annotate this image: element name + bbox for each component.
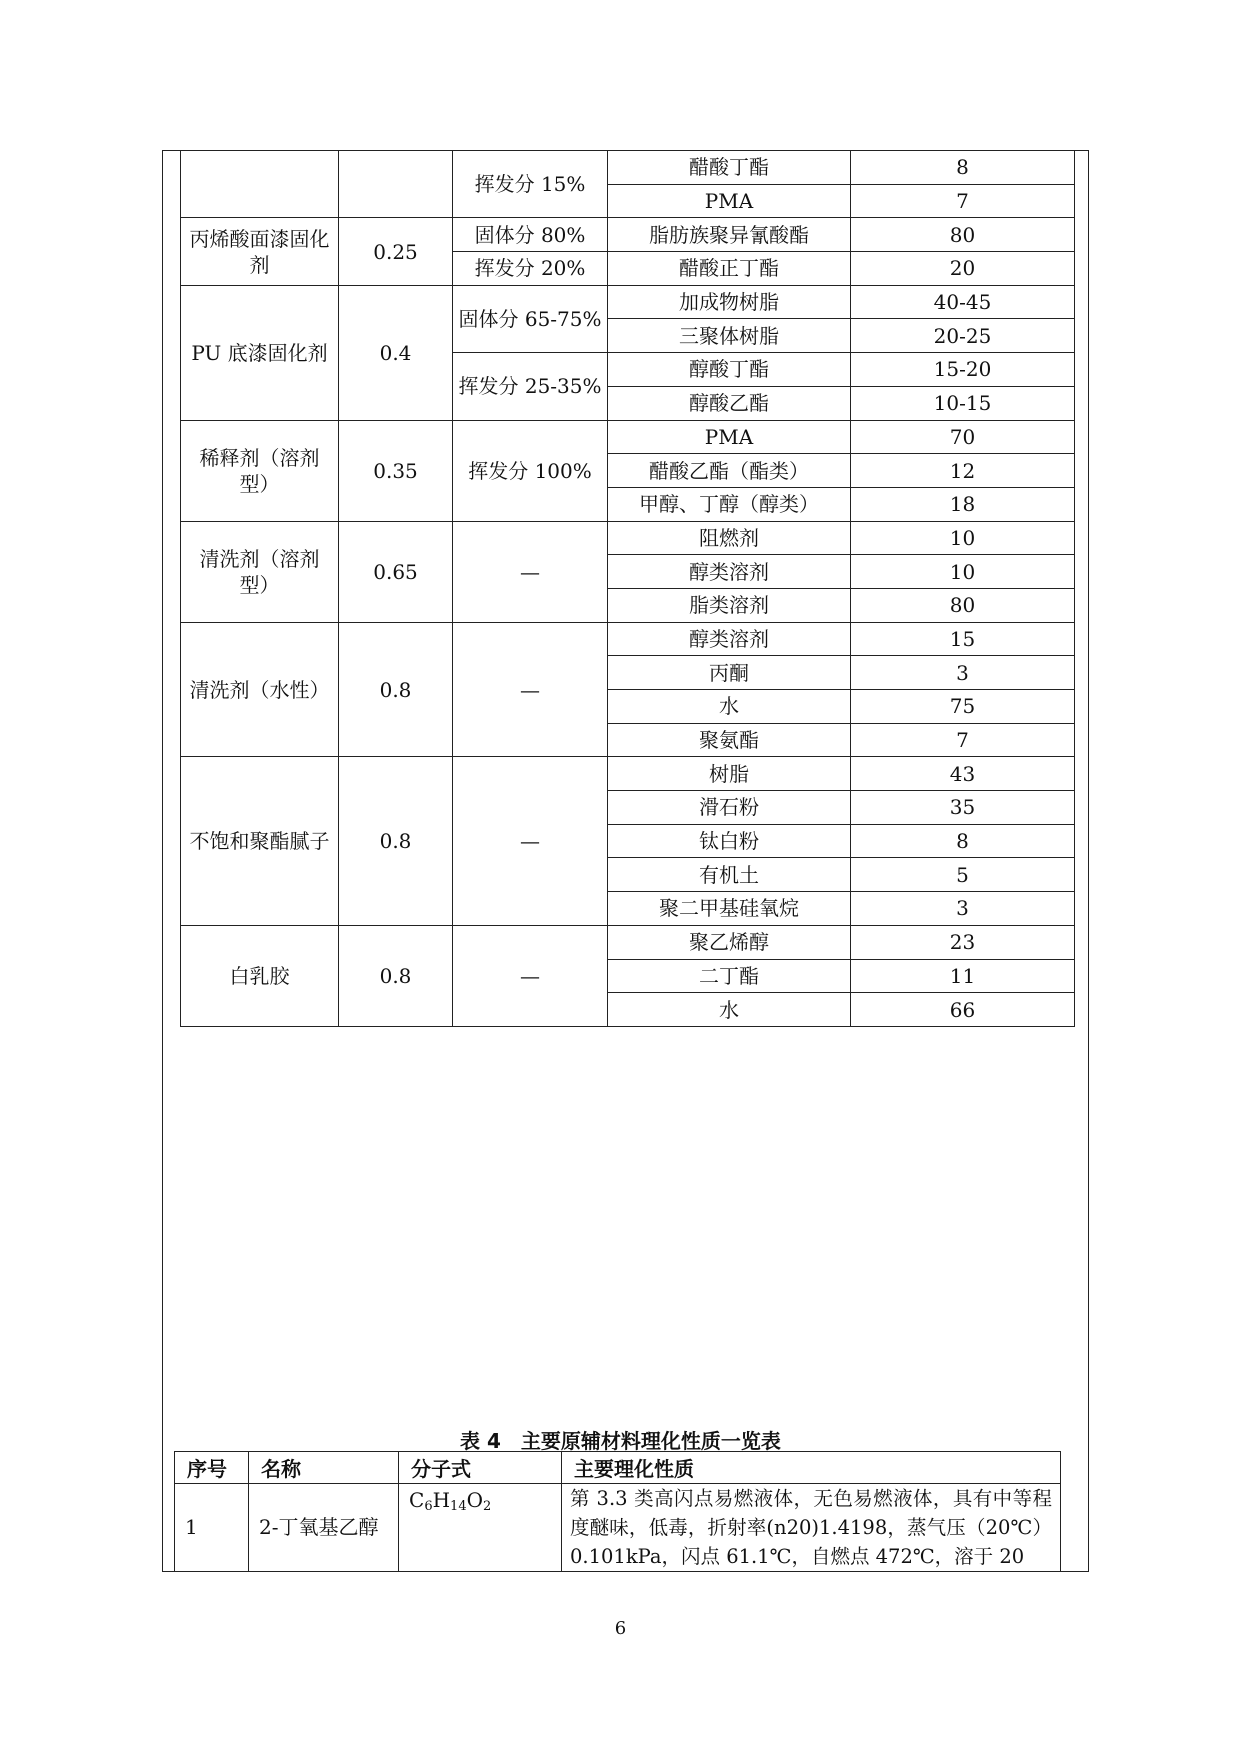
component-name: 加成物树脂 xyxy=(608,285,851,319)
component-name: 丙酮 xyxy=(608,656,851,690)
component-percent: 15 xyxy=(851,622,1075,656)
material-amount: 0.8 xyxy=(339,757,453,925)
component-percent: 40-45 xyxy=(851,285,1075,319)
component-percent: 3 xyxy=(851,656,1075,690)
material-name xyxy=(181,151,339,218)
fraction-label: — xyxy=(453,925,608,1026)
component-percent: 11 xyxy=(851,959,1075,993)
table-row xyxy=(181,285,1075,319)
cell-formula xyxy=(399,1484,562,1572)
fraction-label: 挥发分 25-35% xyxy=(453,353,608,420)
component-name: 醇酸乙酯 xyxy=(608,386,851,420)
formula-c: C xyxy=(409,1488,425,1512)
table-row xyxy=(181,521,1075,555)
material-amount xyxy=(339,151,453,218)
formula-h-count: 14 xyxy=(450,1499,467,1514)
table-row xyxy=(181,925,1075,959)
component-percent: 20 xyxy=(851,252,1075,286)
component-name: 阻燃剂 xyxy=(608,521,851,555)
component-name: 醋酸丁酯 xyxy=(608,151,851,185)
fraction-label: 挥发分 100% xyxy=(453,420,608,521)
component-percent: 80 xyxy=(851,588,1075,622)
table-row xyxy=(181,622,1075,656)
header-formula: 分子式 xyxy=(399,1452,562,1484)
material-amount: 0.8 xyxy=(339,622,453,757)
table-row xyxy=(181,420,1075,454)
header-properties: 主要理化性质 xyxy=(562,1452,1061,1484)
material-name: PU 底漆固化剂 xyxy=(181,285,339,420)
fraction-label: — xyxy=(453,757,608,925)
component-name: PMA xyxy=(608,184,851,218)
component-percent: 66 xyxy=(851,993,1075,1027)
component-percent: 8 xyxy=(851,824,1075,858)
fraction-label: — xyxy=(453,521,608,622)
component-percent: 10 xyxy=(851,521,1075,555)
component-name: 有机土 xyxy=(608,858,851,892)
cell-no: 1 xyxy=(175,1484,249,1572)
component-name: 聚氨酯 xyxy=(608,723,851,757)
material-amount: 0.4 xyxy=(339,285,453,420)
component-percent: 23 xyxy=(851,925,1075,959)
component-name: 滑石粉 xyxy=(608,791,851,825)
table-caption: 表 4 主要原辅材料理化性质一览表 xyxy=(460,1429,781,1453)
component-percent: 18 xyxy=(851,487,1075,521)
component-name: PMA xyxy=(608,420,851,454)
component-percent: 75 xyxy=(851,690,1075,724)
material-amount: 0.8 xyxy=(339,925,453,1026)
component-percent: 43 xyxy=(851,757,1075,791)
table-row xyxy=(181,218,1075,252)
component-name: 三聚体树脂 xyxy=(608,319,851,353)
material-name: 清洗剂（溶剂型） xyxy=(181,521,339,622)
material-name: 不饱和聚酯腻子 xyxy=(181,757,339,925)
page-number: 6 xyxy=(614,1618,627,1639)
header-row xyxy=(175,1452,1061,1484)
component-name: 水 xyxy=(608,993,851,1027)
component-percent: 10 xyxy=(851,555,1075,589)
table-row xyxy=(181,151,1075,185)
component-name: 二丁酯 xyxy=(608,959,851,993)
component-percent: 12 xyxy=(851,454,1075,488)
material-name: 白乳胶 xyxy=(181,925,339,1026)
header-name: 名称 xyxy=(249,1452,399,1484)
component-name: 脂肪族聚异氰酸酯 xyxy=(608,218,851,252)
component-name: 醇类溶剂 xyxy=(608,555,851,589)
material-amount: 0.35 xyxy=(339,420,453,521)
material-name: 稀释剂（溶剂型） xyxy=(181,420,339,521)
component-percent: 70 xyxy=(851,420,1075,454)
component-name: 甲醇、丁醇（醇类） xyxy=(608,487,851,521)
material-amount: 0.25 xyxy=(339,218,453,285)
header-no: 序号 xyxy=(175,1452,249,1484)
component-percent: 7 xyxy=(851,723,1075,757)
physicochemical-properties-table xyxy=(174,1451,1061,1572)
component-percent: 5 xyxy=(851,858,1075,892)
cell-name: 2-丁氧基乙醇 xyxy=(249,1484,399,1572)
component-name: 醋酸乙酯（酯类） xyxy=(608,454,851,488)
component-name: 脂类溶剂 xyxy=(608,588,851,622)
component-name: 醇酸丁酯 xyxy=(608,353,851,387)
component-name: 聚二甲基硅氧烷 xyxy=(608,892,851,926)
component-percent: 35 xyxy=(851,791,1075,825)
component-percent: 20-25 xyxy=(851,319,1075,353)
table-row xyxy=(175,1484,1061,1572)
component-name: 醋酸正丁酯 xyxy=(608,252,851,286)
material-amount: 0.65 xyxy=(339,521,453,622)
fraction-label: 固体分 80% xyxy=(453,218,608,252)
material-name: 丙烯酸面漆固化剂 xyxy=(181,218,339,285)
component-name: 树脂 xyxy=(608,757,851,791)
component-percent: 8 xyxy=(851,151,1075,185)
component-name: 钛白粉 xyxy=(608,824,851,858)
cell-properties: 第 3.3 类高闪点易燃液体，无色易燃液体，具有中等程度醚味，低毒，折射率(n20)1.4198，蒸气压（20℃）0.101kPa，闪点 61.1℃，自燃点 472℃，溶于 20 xyxy=(562,1484,1061,1572)
component-percent: 10-15 xyxy=(851,386,1075,420)
formula-h: H xyxy=(432,1488,451,1512)
material-name: 清洗剂（水性） xyxy=(181,622,339,757)
fraction-label: 固体分 65-75% xyxy=(453,285,608,352)
fraction-label: — xyxy=(453,622,608,757)
component-percent: 80 xyxy=(851,218,1075,252)
component-name: 醇类溶剂 xyxy=(608,622,851,656)
table-row xyxy=(181,757,1075,791)
raw-material-composition-table xyxy=(180,150,1075,1027)
formula-o-count: 2 xyxy=(483,1499,492,1514)
component-percent: 15-20 xyxy=(851,353,1075,387)
component-percent: 3 xyxy=(851,892,1075,926)
component-name: 水 xyxy=(608,690,851,724)
component-name: 聚乙烯醇 xyxy=(608,925,851,959)
fraction-label: 挥发分 20% xyxy=(453,252,608,286)
formula-o: O xyxy=(466,1488,483,1512)
formula-c-count: 6 xyxy=(424,1499,433,1514)
component-percent: 7 xyxy=(851,184,1075,218)
fraction-label: 挥发分 15% xyxy=(453,151,608,218)
